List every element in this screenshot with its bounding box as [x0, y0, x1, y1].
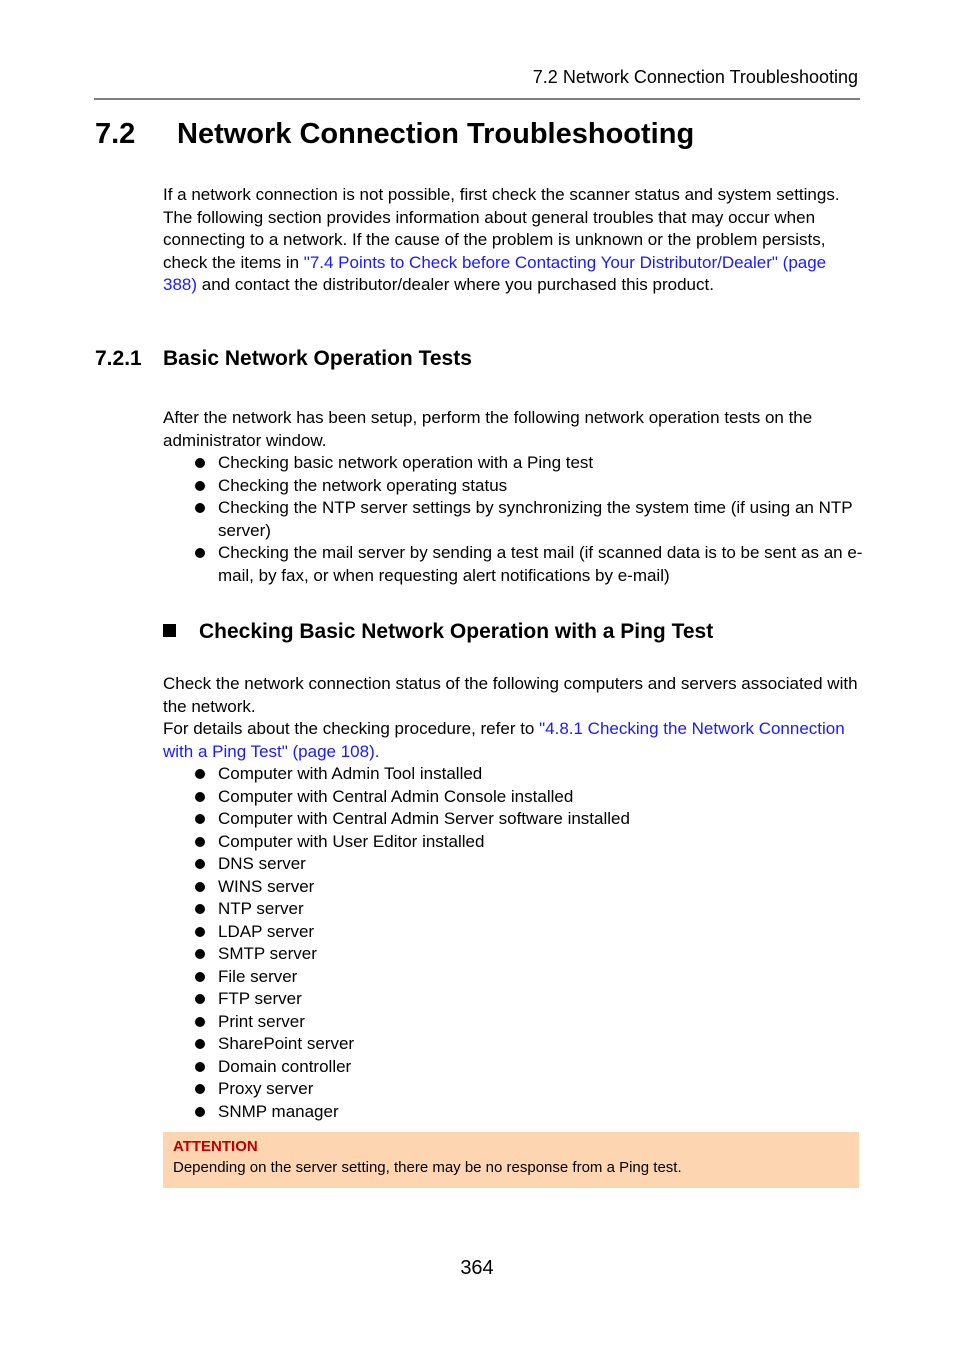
header-divider [94, 98, 860, 100]
list-item-text: Computer with Central Admin Server software installed [218, 809, 630, 828]
list-item [195, 542, 865, 587]
attention-label: ATTENTION [173, 1138, 258, 1155]
list-item [195, 452, 865, 475]
list-item-text: Computer with Admin Tool installed [218, 764, 483, 783]
bullet-dot-icon [195, 994, 205, 1004]
list-item-text: SharePoint server [218, 1034, 355, 1053]
bullet-dot-icon [195, 949, 205, 959]
list-item-text: Proxy server [218, 1079, 314, 1098]
list-item-text: File server [218, 966, 298, 986]
bullet-dot-icon [195, 1084, 205, 1094]
list-item [195, 831, 865, 854]
bullet-dot-icon [195, 927, 205, 937]
list-item [195, 497, 865, 542]
bullet-dot-icon [195, 548, 205, 558]
subsection-intro: After the network has been setup, perform the following network operation tests on the administrator window. [163, 408, 813, 450]
ping-test-heading [163, 618, 713, 646]
list-item-text: WINS server [218, 876, 315, 896]
bullet-dot-icon [195, 769, 205, 779]
ping-intro-paragraph [163, 673, 863, 763]
list-item [195, 1033, 865, 1056]
list-item-text: Domain controller [218, 1056, 352, 1076]
list-item [195, 1078, 865, 1101]
list-item [195, 853, 865, 876]
list-item [195, 763, 865, 786]
list-item-text: DNS server [218, 854, 306, 873]
link-period: . [374, 741, 380, 761]
running-header: 7.2 Network Connection Troubleshooting [532, 67, 858, 87]
subsection-title [95, 345, 472, 373]
section-intro-text: If a network connection is not possible, first check the scanner status and system settings. The following section provides information about general troubles that may occur when connecting to a network. If the cause of the problem is unknown or the problem persists, check the items in [163, 185, 840, 272]
page-number: 364 [460, 1257, 494, 1279]
list-item-text: Checking the mail server by sending a test mail (if scanned data is to be sent as an e-mail, by fax, or when requesting alert notifications by e-mail) [218, 543, 863, 585]
bullet-dot-icon [195, 458, 205, 468]
list-item-text: Checking the network operating status [218, 475, 508, 495]
bullet-dot-icon [195, 481, 205, 491]
subsection-number: 7.2.1 [95, 347, 142, 370]
list-item-text: Computer with Central Admin Console installed [218, 786, 574, 806]
list-item [195, 943, 865, 966]
list-item-text: Checking basic network operation with a Ping test [218, 453, 594, 472]
link-checking-network-connection-text: "4.8.1 Checking the Network Connection with a Ping Test" (page 108) [163, 719, 845, 761]
section-title [95, 114, 694, 154]
list-item-text: Print server [218, 1011, 305, 1031]
list-item-text: LDAP server [218, 921, 315, 941]
attention-box [163, 1132, 859, 1188]
list-item [195, 1011, 865, 1034]
list-item [195, 1101, 865, 1124]
list-item [195, 1056, 865, 1079]
bullet-dot-icon [195, 882, 205, 892]
attention-text: Depending on the server setting, there may be no response from a Ping test. [173, 1159, 682, 1176]
bullet-dot-icon [195, 1107, 205, 1117]
list-item-text: SNMP manager [218, 1101, 339, 1121]
list-item [195, 876, 865, 899]
bullet-dot-icon [195, 859, 205, 869]
section-intro-text-end: and contact the distributor/dealer where you purchased this product. [197, 275, 714, 294]
bullet-dot-icon [195, 503, 205, 513]
square-bullet-icon [163, 624, 176, 637]
list-item-text: Checking the NTP server settings by synchronizing the system time (if using an NTP server) [218, 498, 853, 540]
ping-test-heading-text: Checking Basic Network Operation with a Ping Test [199, 620, 714, 643]
ping-refer-text: For details about the checking procedure, refer to [163, 719, 540, 738]
list-item [195, 988, 865, 1011]
link-points-to-check[interactable]: "7.4 Points to Check before Contacting Your Distributor/Dealer" (page 388) [163, 252, 827, 294]
bullet-dot-icon [195, 837, 205, 847]
bullet-dot-icon [195, 904, 205, 914]
section-number: 7.2 [95, 118, 136, 150]
list-item-text: SMTP server [218, 944, 317, 963]
list-item-text: Computer with User Editor installed [218, 831, 485, 851]
bullet-dot-icon [195, 1062, 205, 1072]
list-item [195, 921, 865, 944]
subsection-title-text: Basic Network Operation Tests [163, 347, 472, 370]
list-item [195, 898, 865, 921]
ping-targets-list [195, 763, 865, 1123]
bullet-dot-icon [195, 1017, 205, 1027]
list-item [195, 966, 865, 989]
bullet-dot-icon [195, 1039, 205, 1049]
section-intro-paragraph [163, 184, 863, 297]
list-item [195, 786, 865, 809]
ping-intro-text: Check the network connection status of the following computers and servers associated with the network. [163, 674, 858, 716]
network-tests-list [195, 452, 865, 587]
bullet-dot-icon [195, 972, 205, 982]
bullet-dot-icon [195, 814, 205, 824]
list-item-text: FTP server [218, 989, 302, 1008]
section-title-text: Network Connection Troubleshooting [177, 118, 695, 150]
list-item [195, 475, 865, 498]
list-item-text: NTP server [218, 899, 304, 918]
list-item [195, 808, 865, 831]
bullet-dot-icon [195, 792, 205, 802]
